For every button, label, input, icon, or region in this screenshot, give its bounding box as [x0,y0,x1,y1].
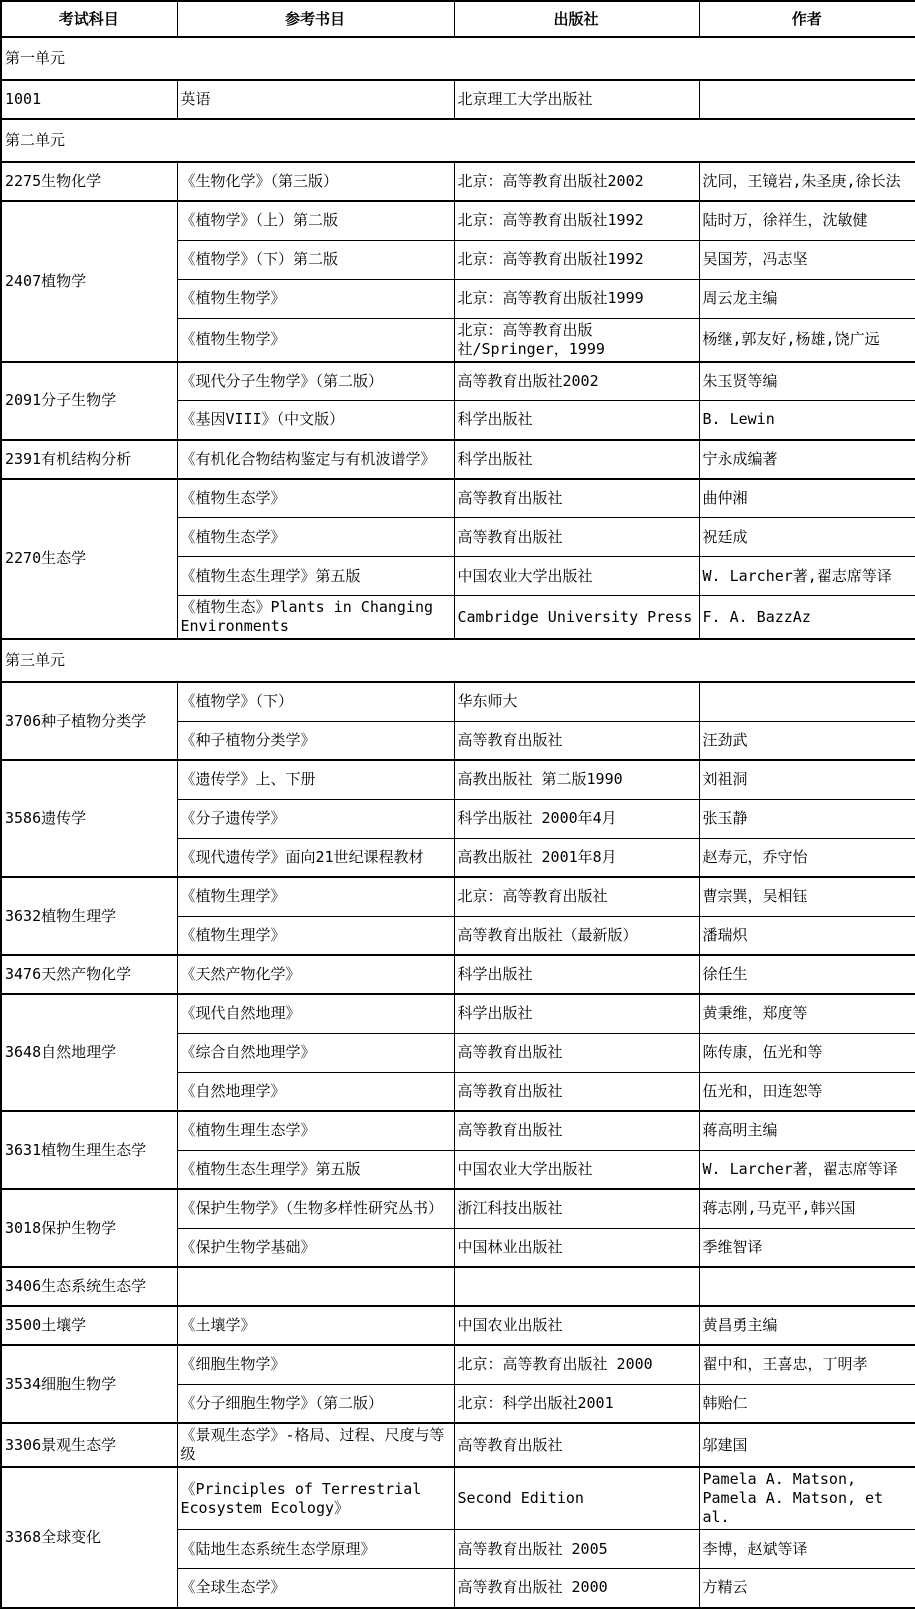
author-cell: W. Larcher著，翟志席等译 [699,1150,915,1189]
author-cell: 曹宗巽，吴相钰 [699,877,915,916]
author-cell: 陆时万，徐祥生，沈敏健 [699,201,915,240]
book-row [1,479,915,518]
column-header-publisher: 出版社 [454,1,699,37]
author-cell: 伍光和，田连恕等 [699,1072,915,1111]
book-title-cell: 《植物生态学》 [177,518,454,557]
book-title-cell: 《自然地理学》 [177,1072,454,1111]
book-row [1,682,915,721]
subject-cell: 2391有机结构分析 [1,440,177,479]
book-row [1,201,915,240]
book-title-cell: 《现代自然地理》 [177,994,454,1033]
table-body [1,37,915,1608]
publisher-cell [454,1267,699,1306]
book-title-cell [177,1267,454,1306]
book-row [1,162,915,201]
column-header-reference-books: 参考书目 [177,1,454,37]
subject-cell: 3368全球变化 [1,1467,177,1608]
publisher-cell: 高等教育出版社 [454,1111,699,1150]
author-cell: 宁永成编著 [699,440,915,479]
publisher-cell: 科学出版社 [454,994,699,1033]
author-cell [699,682,915,721]
book-title-cell: 《保护生物学》（生物多样性研究丛书） [177,1189,454,1228]
book-title-cell: 《现代遗传学》面向21世纪课程教材 [177,838,454,877]
book-row [1,1189,915,1228]
book-title-cell: 《生物化学》（第三版） [177,162,454,201]
publisher-cell: 华东师大 [454,682,699,721]
author-cell: 黄昌勇主编 [699,1306,915,1345]
subject-cell: 2407植物学 [1,201,177,362]
author-cell: 翟中和，王喜忠，丁明孝 [699,1345,915,1384]
publisher-cell: 高等教育出版社 [454,479,699,518]
column-header-author: 作者 [699,1,915,37]
author-cell: 杨继,郭友好,杨雄,饶广远 [699,318,915,362]
author-cell: 韩贻仁 [699,1384,915,1423]
subject-cell: 3586遗传学 [1,760,177,877]
book-title-cell: 《植物生态生理学》第五版 [177,1150,454,1189]
book-row [1,1306,915,1345]
subject-cell: 3534细胞生物学 [1,1345,177,1423]
book-title-cell: 《景观生态学》-格局、过程、尺度与等级 [177,1423,454,1467]
publisher-cell: 北京：高等教育出版社1992 [454,201,699,240]
publisher-cell: 高等教育出版社 2000 [454,1569,699,1608]
author-cell: 季维智译 [699,1228,915,1267]
subject-cell: 2275生物化学 [1,162,177,201]
book-row [1,1467,915,1530]
book-title-cell: 《有机化合物结构鉴定与有机波谱学》 [177,440,454,479]
author-cell: 邬建国 [699,1423,915,1467]
book-title-cell: 《保护生物学基础》 [177,1228,454,1267]
book-title-cell: 《植物生态生理学》第五版 [177,557,454,596]
book-title-cell: 《细胞生物学》 [177,1345,454,1384]
publisher-cell: 高教出版社 2001年8月 [454,838,699,877]
book-title-cell: 英语 [177,80,454,119]
book-row [1,440,915,479]
book-title-cell: 《植物学》（下）第二版 [177,240,454,279]
book-row [1,994,915,1033]
subject-cell: 3476天然产物化学 [1,955,177,994]
publisher-cell: 高等教育出版社2002 [454,362,699,401]
section-title-cell: 第二单元 [1,119,915,162]
book-title-cell: 《现代分子生物学》（第二版） [177,362,454,401]
author-cell: F. A. BazzAz [699,596,915,640]
publisher-cell: 中国农业大学出版社 [454,557,699,596]
book-row [1,1111,915,1150]
author-cell: 曲仲湘 [699,479,915,518]
publisher-cell: 高等教育出版社 2005 [454,1530,699,1569]
author-cell: 徐任生 [699,955,915,994]
publisher-cell: 北京：科学出版社2001 [454,1384,699,1423]
book-title-cell: 《植物生理学》 [177,877,454,916]
section-title-cell: 第三单元 [1,639,915,682]
author-cell: 蒋高明主编 [699,1111,915,1150]
author-cell: W. Larcher著,翟志席等译 [699,557,915,596]
publisher-cell: 科学出版社 [454,401,699,440]
publisher-cell: 高等教育出版社 [454,1423,699,1467]
book-title-cell: 《天然产物化学》 [177,955,454,994]
book-title-cell: 《陆地生态系统生态学原理》 [177,1530,454,1569]
publisher-cell: 北京：高等教育出版社1999 [454,279,699,318]
book-row [1,760,915,799]
publisher-cell: 北京：高等教育出版社1992 [454,240,699,279]
book-title-cell: 《植物学》（上）第二版 [177,201,454,240]
author-cell: 潘瑞炽 [699,916,915,955]
book-title-cell: 《Principles of Terrestrial Ecosystem Ecology》 [177,1467,454,1530]
author-cell: 方精云 [699,1569,915,1608]
publisher-cell: 北京理工大学出版社 [454,80,699,119]
book-title-cell: 《植物生态学》 [177,479,454,518]
publisher-cell: Second Edition [454,1467,699,1530]
publisher-cell: 高等教育出版社（最新版） [454,916,699,955]
subject-cell: 1001 [1,80,177,119]
author-cell: 张玉静 [699,799,915,838]
subject-cell: 3306景观生态学 [1,1423,177,1467]
book-title-cell: 《植物生理生态学》 [177,1111,454,1150]
section-row [1,37,915,80]
book-title-cell: 《种子植物分类学》 [177,721,454,760]
book-title-cell: 《植物学》（下） [177,682,454,721]
author-cell: 祝廷成 [699,518,915,557]
book-title-cell: 《植物生理学》 [177,916,454,955]
publisher-cell: 北京：高等教育出版社/Springer，1999 [454,318,699,362]
publisher-cell: 高等教育出版社 [454,518,699,557]
publisher-cell: 北京：高等教育出版社2002 [454,162,699,201]
author-cell: 李博，赵斌等译 [699,1530,915,1569]
publisher-cell: 科学出版社 2000年4月 [454,799,699,838]
author-cell [699,1267,915,1306]
author-cell [699,80,915,119]
subject-cell: 2091分子生物学 [1,362,177,440]
book-title-cell: 《全球生态学》 [177,1569,454,1608]
section-row [1,639,915,682]
publisher-cell: 高教出版社 第二版1990 [454,760,699,799]
book-row [1,1267,915,1306]
author-cell: 周云龙主编 [699,279,915,318]
subject-cell: 3018保护生物学 [1,1189,177,1267]
book-title-cell: 《综合自然地理学》 [177,1033,454,1072]
book-title-cell: 《植物生态》Plants in Changing Environments [177,596,454,640]
subject-cell: 2270生态学 [1,479,177,640]
subject-cell: 3500土壤学 [1,1306,177,1345]
publisher-cell: 中国农业大学出版社 [454,1150,699,1189]
author-cell: B. Lewin [699,401,915,440]
publisher-cell: 北京：高等教育出版社 [454,877,699,916]
section-title-cell: 第一单元 [1,37,915,80]
section-row [1,119,915,162]
author-cell: 陈传康，伍光和等 [699,1033,915,1072]
book-title-cell: 《遗传学》上、下册 [177,760,454,799]
author-cell: 赵寿元，乔守怡 [699,838,915,877]
book-row [1,1423,915,1467]
publisher-cell: 高等教育出版社 [454,721,699,760]
subject-cell: 3706种子植物分类学 [1,682,177,760]
book-title-cell: 《植物生物学》 [177,279,454,318]
book-title-cell: 《土壤学》 [177,1306,454,1345]
book-title-cell: 《分子细胞生物学》（第二版） [177,1384,454,1423]
book-row [1,955,915,994]
subject-cell: 3631植物生理生态学 [1,1111,177,1189]
book-row [1,362,915,401]
publisher-cell: 中国林业出版社 [454,1228,699,1267]
author-cell: 朱玉贤等编 [699,362,915,401]
publisher-cell: 浙江科技出版社 [454,1189,699,1228]
author-cell: 沈同，王镜岩,朱圣庚,徐长法 [699,162,915,201]
publisher-cell: 科学出版社 [454,955,699,994]
book-row [1,1345,915,1384]
book-row [1,80,915,119]
publisher-cell: 高等教育出版社 [454,1072,699,1111]
book-title-cell: 《基因VIII》（中文版） [177,401,454,440]
author-cell: Pamela A. Matson, Pamela A. Matson, et al. [699,1467,915,1530]
publisher-cell: 北京：高等教育出版社 2000 [454,1345,699,1384]
subject-cell: 3632植物生理学 [1,877,177,955]
header-row [1,1,915,37]
column-header-exam-subject: 考试科目 [1,1,177,37]
book-title-cell: 《植物生物学》 [177,318,454,362]
author-cell: 刘祖洞 [699,760,915,799]
subject-cell: 3648自然地理学 [1,994,177,1111]
publisher-cell: 中国农业出版社 [454,1306,699,1345]
author-cell: 蒋志刚,马克平,韩兴国 [699,1189,915,1228]
author-cell: 吴国芳，冯志坚 [699,240,915,279]
publisher-cell: 高等教育出版社 [454,1033,699,1072]
book-row [1,877,915,916]
publisher-cell: 科学出版社 [454,440,699,479]
author-cell: 黄秉维，郑度等 [699,994,915,1033]
author-cell: 汪劲武 [699,721,915,760]
publisher-cell: Cambridge University Press [454,596,699,640]
subject-cell: 3406生态系统生态学 [1,1267,177,1306]
book-title-cell: 《分子遗传学》 [177,799,454,838]
